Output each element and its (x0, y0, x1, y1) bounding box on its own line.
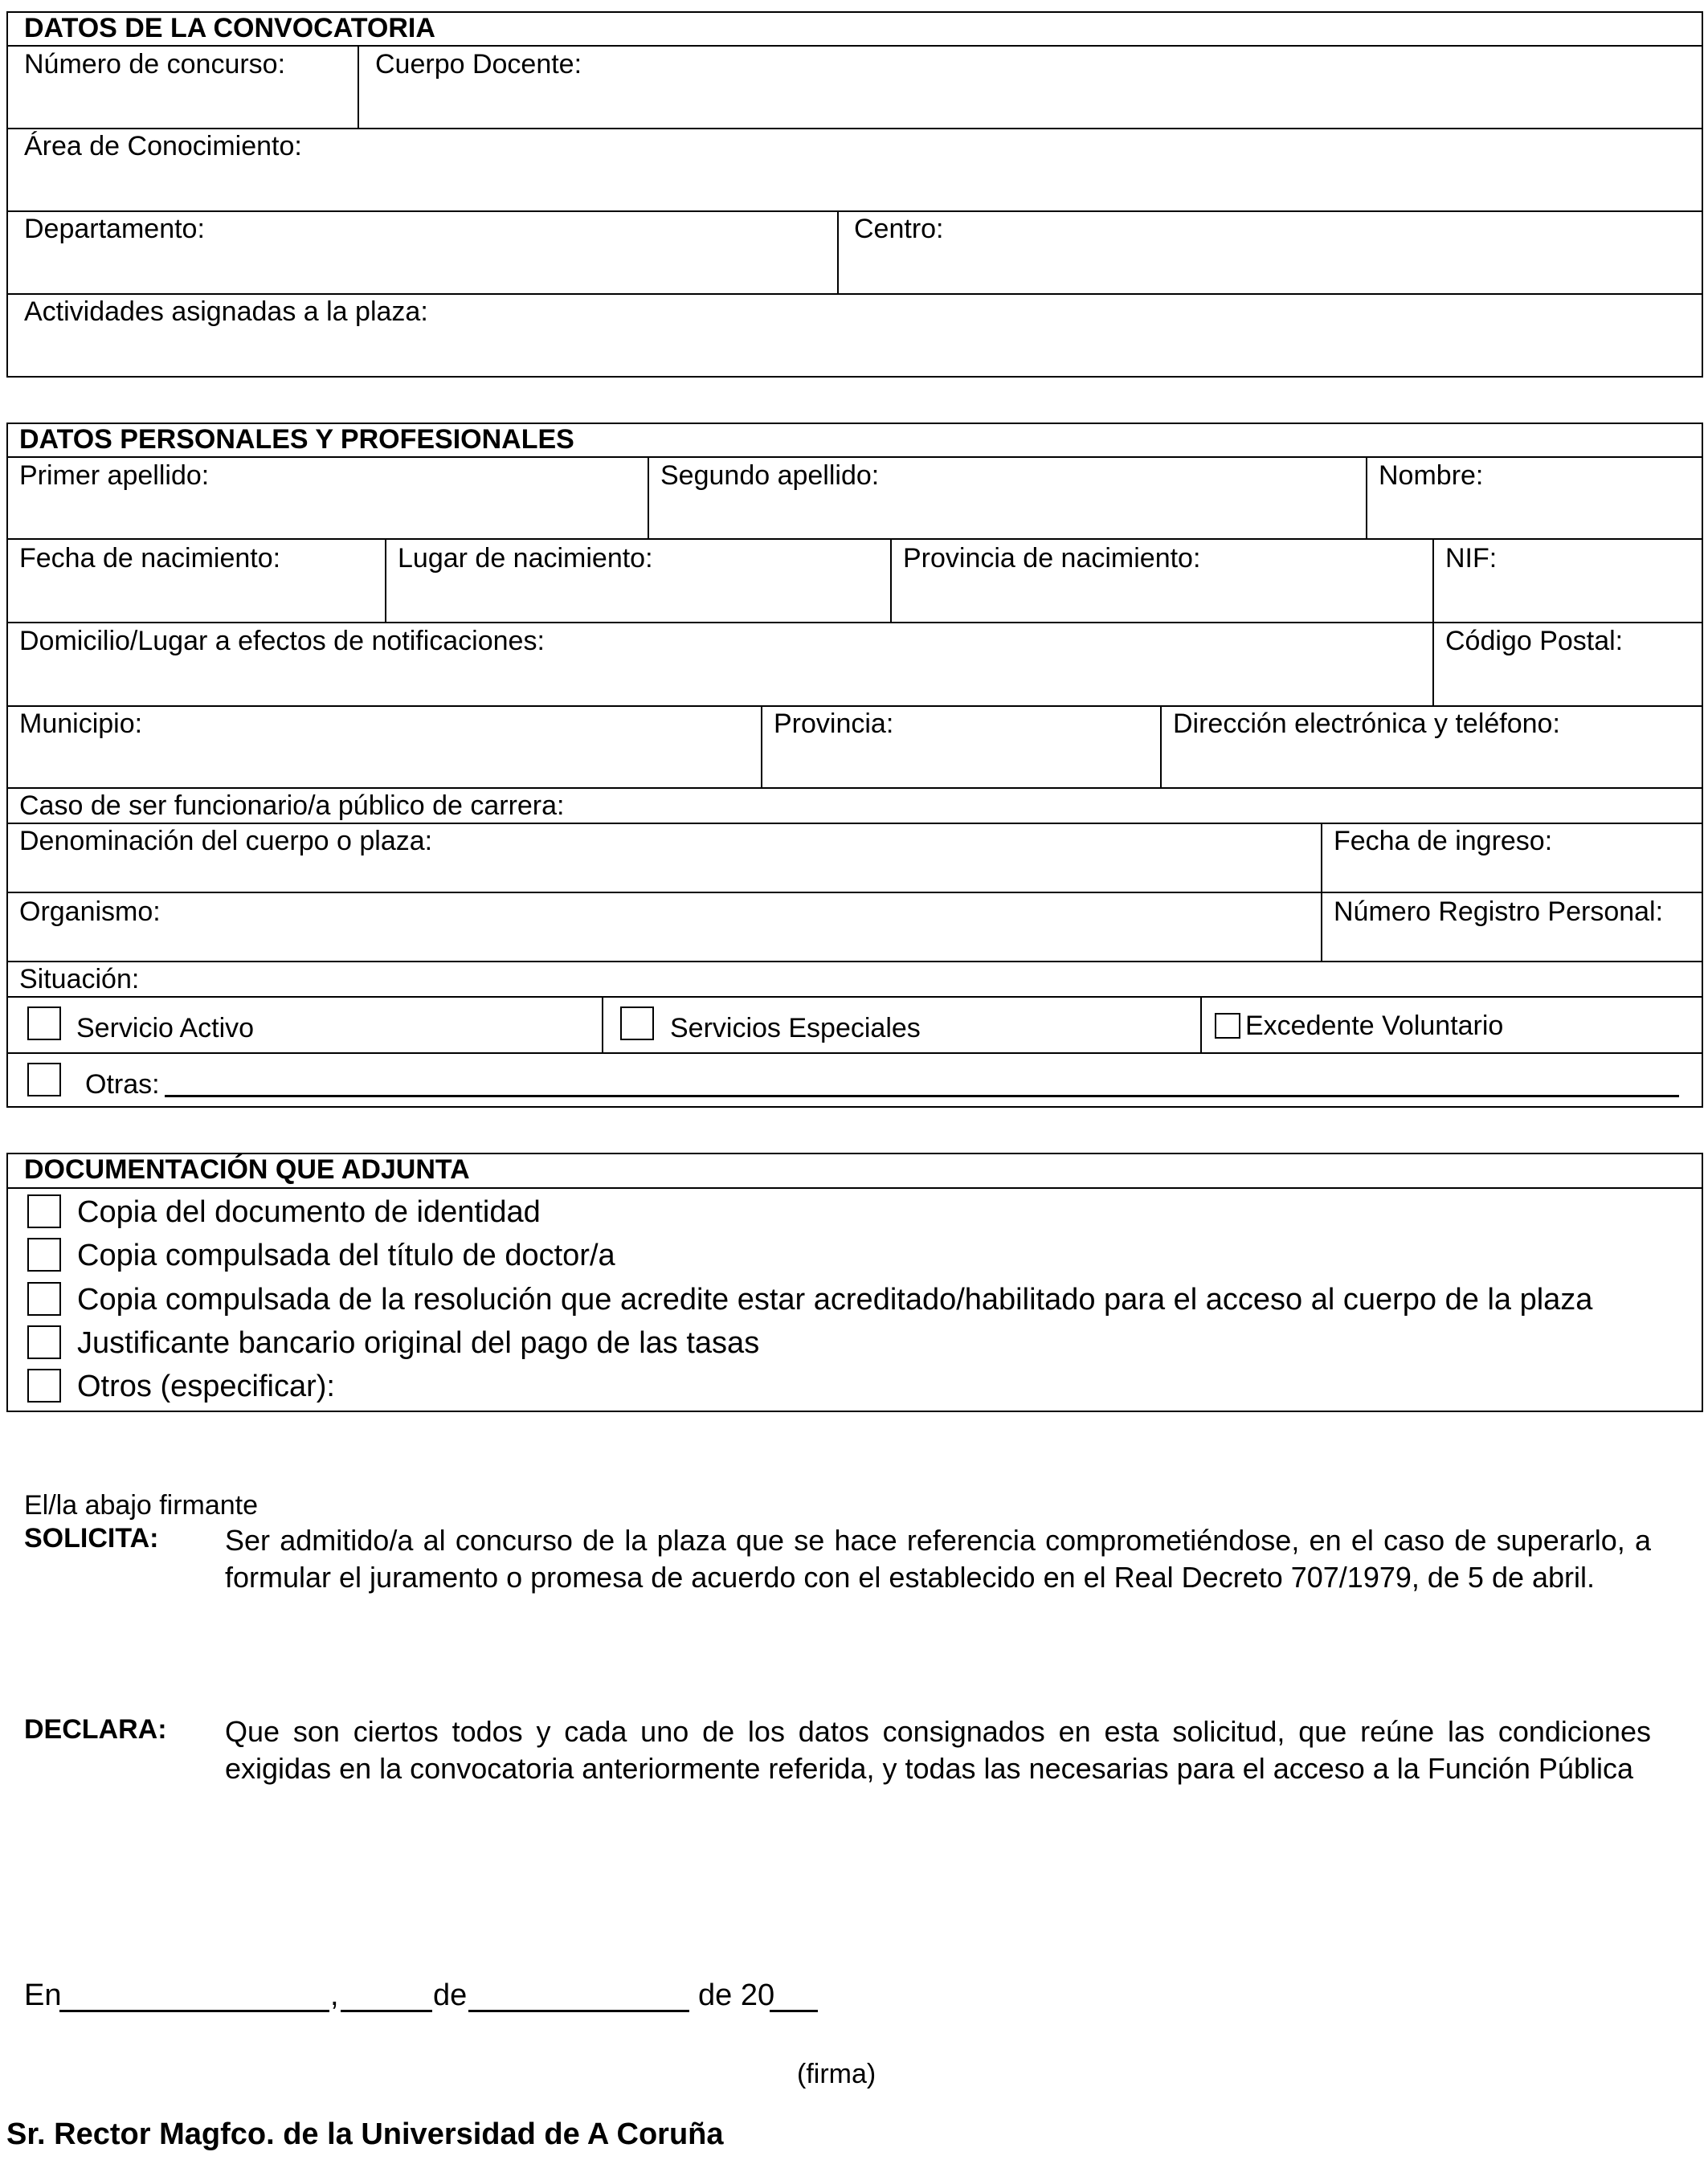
otras-input-line[interactable] (165, 1095, 1679, 1097)
divider (761, 705, 762, 787)
justificante-bancario-checkbox[interactable] (27, 1325, 61, 1359)
excedente-voluntario-checkbox[interactable] (1215, 1013, 1240, 1039)
divider (385, 538, 386, 622)
otras-checkbox[interactable] (27, 1063, 61, 1096)
divider (6, 892, 1703, 893)
firma-label: (firma) (797, 2059, 876, 2089)
divider (1321, 823, 1322, 961)
divider (6, 210, 1703, 212)
titulo-doctor-label: Copia compulsada del título de doctor/a (77, 1239, 615, 1272)
resolucion-acreditacion-label: Copia compulsada de la resolución que acredite estar acreditado/habilitado para el acceso al cuerpo de la plaza (77, 1283, 1593, 1317)
nombre-label: Nombre: (1379, 460, 1484, 491)
titulo-doctor-checkbox[interactable] (27, 1238, 61, 1272)
mes-input-line[interactable] (468, 2010, 689, 2012)
divider (6, 787, 1703, 789)
abajo-firmante-text: El/la abajo firmante (24, 1490, 259, 1521)
anio-input-line[interactable] (770, 2010, 818, 2012)
numero-concurso-label: Número de concurso: (24, 49, 286, 80)
doc-identidad-label: Copia del documento de identidad (77, 1195, 541, 1229)
servicios-especiales-label: Servicios Especiales (670, 1013, 921, 1043)
documentacion-title: DOCUMENTACIÓN QUE ADJUNTA (24, 1154, 470, 1185)
excedente-voluntario-label: Excedente Voluntario (1245, 1011, 1504, 1041)
divider (1366, 456, 1367, 538)
divider (6, 1052, 1703, 1054)
divider (6, 538, 1703, 540)
caso-funcionario-label: Caso de ser funcionario/a público de carrera: (19, 790, 565, 821)
organismo-label: Organismo: (19, 896, 161, 927)
otros-especificar-label: Otros (especificar): (77, 1370, 335, 1403)
de-20-label: de 20 (698, 1978, 775, 2012)
declara-label: DECLARA: (24, 1714, 167, 1745)
provincia-label: Provincia: (774, 708, 894, 739)
declara-text: Que son ciertos todos y cada uno de los datos consignados en esta solicitud, que reúne las condiciones exigidas en la convocatoria anteriormente referida, y todas las necesarias para el acceso a la Función Pública (225, 1715, 1651, 1785)
lugar-nacimiento-label: Lugar de nacimiento: (398, 543, 653, 574)
departamento-label: Departamento: (24, 214, 205, 244)
servicio-activo-checkbox[interactable] (27, 1007, 61, 1040)
divider (1200, 996, 1202, 1052)
comma-text: , (330, 1978, 339, 2012)
divider (6, 961, 1703, 962)
otros-especificar-checkbox[interactable] (27, 1369, 61, 1403)
solicita-text: Ser admitido/a al concurso de la plaza que se hace referencia comprometiéndose, en el caso de superarlo, a formular el juramento o promesa de acuerdo con el establecido en el Real Decreto 707/1979, de 5 de abril. (225, 1524, 1651, 1594)
divider (6, 128, 1703, 129)
destinatario-text: Sr. Rector Magfco. de la Universidad de A Coruña (6, 2117, 724, 2151)
lugar-input-line[interactable] (59, 2010, 329, 2012)
divider (6, 293, 1703, 295)
actividades-label: Actividades asignadas a la plaza: (24, 296, 428, 327)
divider (837, 210, 839, 293)
denominacion-label: Denominación del cuerpo o plaza: (19, 826, 433, 856)
numero-registro-label: Número Registro Personal: (1334, 896, 1664, 927)
direccion-electronica-label: Dirección electrónica y teléfono: (1173, 708, 1560, 739)
servicios-especiales-checkbox[interactable] (620, 1007, 654, 1040)
resolucion-acreditacion-checkbox[interactable] (27, 1282, 61, 1316)
domicilio-label: Domicilio/Lugar a efectos de notificaciones: (19, 626, 545, 656)
primer-apellido-label: Primer apellido: (19, 460, 210, 491)
fecha-ingreso-label: Fecha de ingreso: (1334, 826, 1553, 856)
municipio-label: Municipio: (19, 708, 143, 739)
divider (6, 1187, 1703, 1189)
divider (602, 996, 603, 1052)
divider (358, 45, 359, 128)
cuerpo-docente-label: Cuerpo Docente: (375, 49, 582, 80)
divider (1432, 538, 1434, 705)
convocatoria-title: DATOS DE LA CONVOCATORIA (24, 13, 435, 43)
doc-identidad-checkbox[interactable] (27, 1194, 61, 1228)
situacion-label: Situación: (19, 964, 140, 994)
divider (648, 456, 649, 538)
personales-section (6, 423, 1703, 1108)
divider (6, 823, 1703, 824)
divider (890, 538, 892, 622)
divider (6, 45, 1703, 47)
divider (1160, 705, 1162, 787)
segundo-apellido-label: Segundo apellido: (660, 460, 880, 491)
centro-label: Centro: (854, 214, 944, 244)
area-conocimiento-label: Área de Conocimiento: (24, 131, 302, 161)
divider (6, 456, 1703, 458)
solicita-label: SOLICITA: (24, 1523, 159, 1554)
divider (6, 622, 1703, 623)
justificante-bancario-label: Justificante bancario original del pago de las tasas (77, 1326, 760, 1360)
divider (6, 705, 1703, 707)
dia-input-line[interactable] (341, 2010, 432, 2012)
personales-title: DATOS PERSONALES Y PROFESIONALES (19, 424, 574, 455)
otras-label: Otras: (85, 1069, 160, 1100)
fecha-nacimiento-label: Fecha de nacimiento: (19, 543, 281, 574)
servicio-activo-label: Servicio Activo (76, 1013, 255, 1043)
provincia-nacimiento-label: Provincia de nacimiento: (903, 543, 1201, 574)
codigo-postal-label: Código Postal: (1445, 626, 1624, 656)
en-label: En (24, 1978, 62, 2012)
divider (6, 996, 1703, 998)
de-label: de (433, 1978, 468, 2012)
nif-label: NIF: (1445, 543, 1498, 574)
